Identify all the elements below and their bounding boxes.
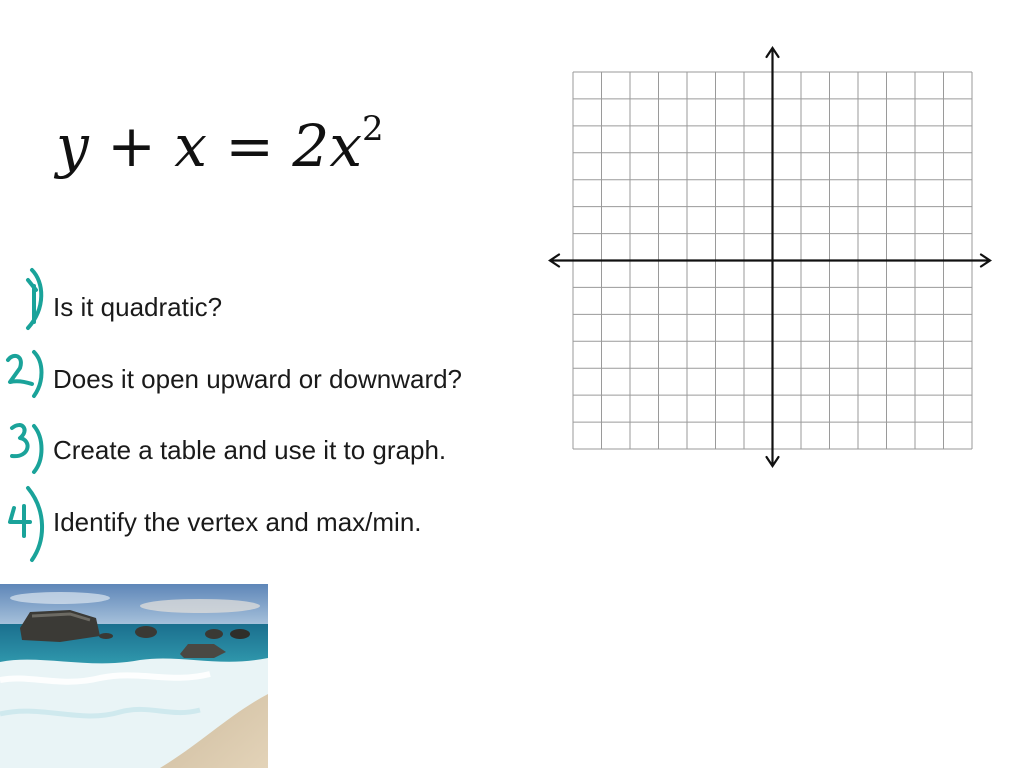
- equation-main: y + x = 2x: [56, 112, 363, 180]
- marker-1: [28, 270, 41, 328]
- axes: [550, 48, 990, 466]
- beach-image: [0, 584, 268, 768]
- equation: [56, 109, 384, 180]
- beach-photo: [0, 584, 268, 768]
- handwritten-markers: [0, 260, 60, 570]
- marker-4: [10, 488, 42, 560]
- equation-exponent: 2: [362, 109, 384, 149]
- marker-2: [8, 352, 42, 396]
- question-4: Identify the vertex and max/min.: [53, 507, 422, 537]
- question-3: Create a table and use it to graph.: [53, 435, 447, 465]
- question-2: Does it open upward or downward?: [53, 364, 463, 394]
- marker-3: [12, 425, 42, 472]
- question-1: Is it quadratic?: [53, 292, 223, 322]
- coordinate-grid: [545, 45, 995, 470]
- grid-canvas: [545, 45, 995, 470]
